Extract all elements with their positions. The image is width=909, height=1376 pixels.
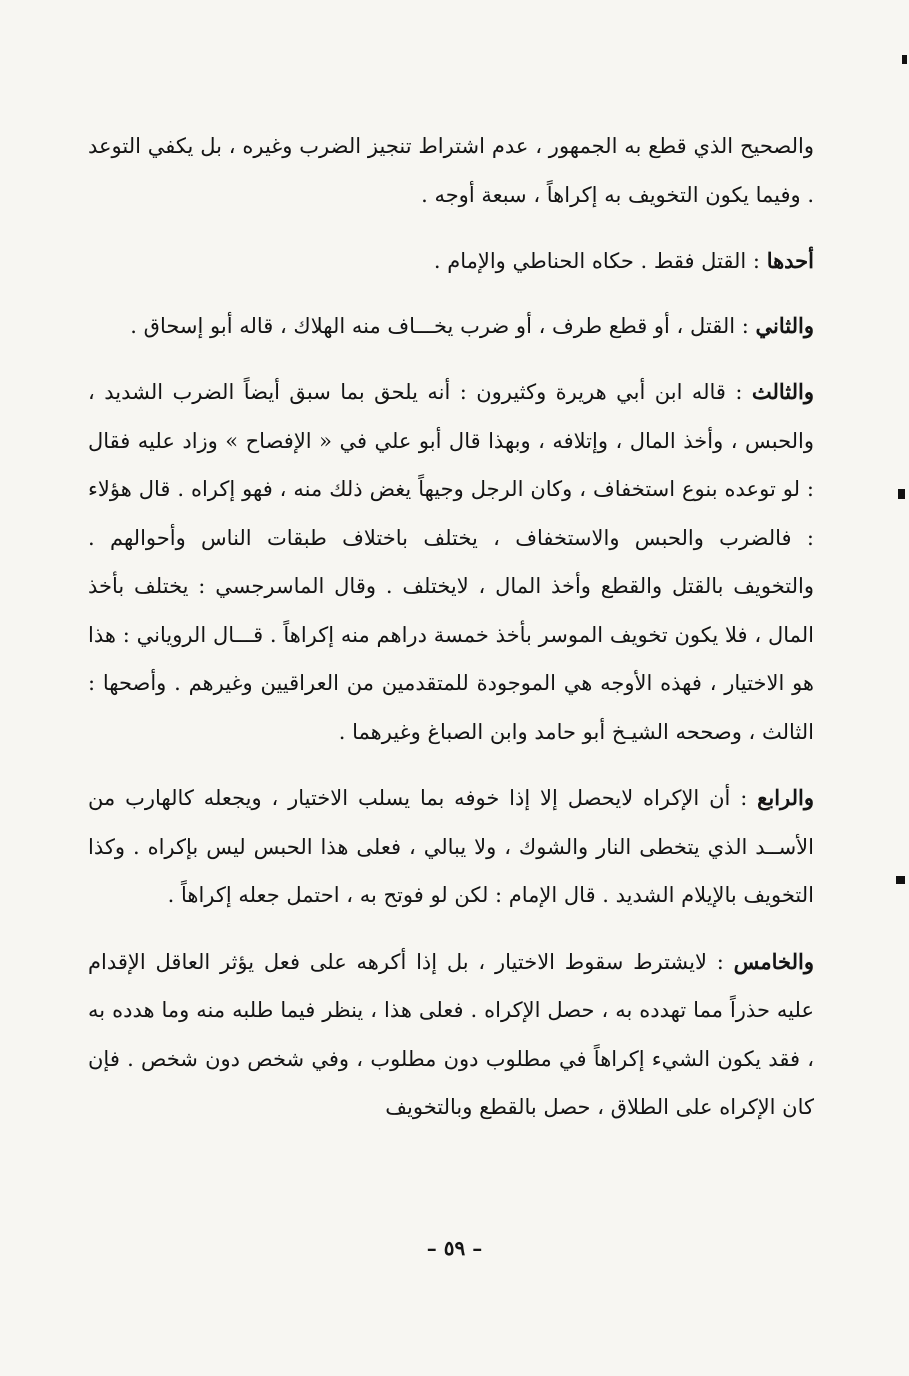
page-body	[88, 122, 814, 1150]
opinion-lead: والثالث	[751, 379, 814, 404]
scan-edge-mark	[902, 55, 907, 64]
intro-text: والصحيح الذي قطع به الجمهور ، عدم اشتراط تنجيز الضرب وغيره ، بل يكفي التوعد . وفيما يكون التخويف به إكراهاً ، سبعة أوجه .	[88, 134, 814, 207]
opinion-lead: والرابع	[757, 785, 814, 810]
opinion-text: : القتل ، أو قطع طرف ، أو ضرب يخـــاف منه الهلاك ، قاله أبو إسحاق .	[130, 313, 756, 338]
opinion-text: : لايشترط سقوط الاختيار ، بل إذا أكرهه على فعل يؤثر العاقل الإقدام عليه حذراً مما تهدده به ، حصل الإكراه . فعلى هذا ، ينظر فيما طلبه منه وما هدده به ، فقد يكون الشيء إكراهاً في مطلوب دون مطلوب ، وفي شخص دون شخص . فإن كان الإكراه على الطلاق ، حصل بالقطع وبالتخويف	[88, 949, 814, 1119]
opinion-paragraph-1	[88, 237, 814, 286]
opinion-paragraph-3	[88, 368, 814, 756]
page-number: – ٥٩ –	[426, 1236, 483, 1260]
opinion-paragraph-4	[88, 774, 814, 920]
opinion-lead: والخامس	[733, 948, 814, 974]
opinion-paragraph-5	[88, 938, 814, 1132]
opinion-text: : أن الإكراه لايحصل إلا إذا خوفه بما يسلب الاختيار ، ويجعله كالهارب من الأســد الذي يتخطى النار والشوك ، ولا يبالي ، فعلى هذا الحبس ليس بإكراه . وكذا التخويف بالإيلام الشديد . قال الإمام : لكن لو فوتح به ، احتمل جعله إكراهاً .	[88, 786, 814, 907]
opinion-lead: والثاني	[755, 312, 814, 338]
opinion-text: : قاله ابن أبي هريرة وكثيرون : أنه يلحق بما سبق أيضاً الضرب الشديد ، والحبس ، وأخذ المال ، وإتلافه ، وبهذا قال أبو علي في « الإفصاح » وزاد عليه فقال : لو توعده بنوع استخفاف ، وكان الرجل وجيهاً يغض ذلك منه ، فهو إكراه . قال هؤلاء : فالضرب والحبس والاستخفاف ، يختلف باختلاف طبقات الناس وأحوالهم . والتخويف بالقتل والقطع وأخذ المال ، لايختلف . وقال الماسرجسي : يختلف بأخذ المال ، فلا يكون تخويف الموسر بأخذ خمسة دراهم منه إكراهاً . قـــال الروياني : هذا هو الاختيار ، فهذه الأوجه هي الموجودة للمتقدمين من العراقيين وغيرهم . وأصحها : الثالث ، وصححه الشيـخ أبو حامد وابن الصباغ وغيرهما .	[88, 380, 814, 744]
opinion-text: : القتل فقط . حكاه الحناطي والإمام .	[433, 249, 767, 273]
opinion-paragraph-2	[88, 302, 814, 351]
intro-paragraph	[88, 122, 814, 219]
scan-edge-mark	[896, 876, 905, 884]
opinion-lead: أحدها	[766, 248, 814, 273]
scan-edge-mark	[898, 489, 905, 499]
